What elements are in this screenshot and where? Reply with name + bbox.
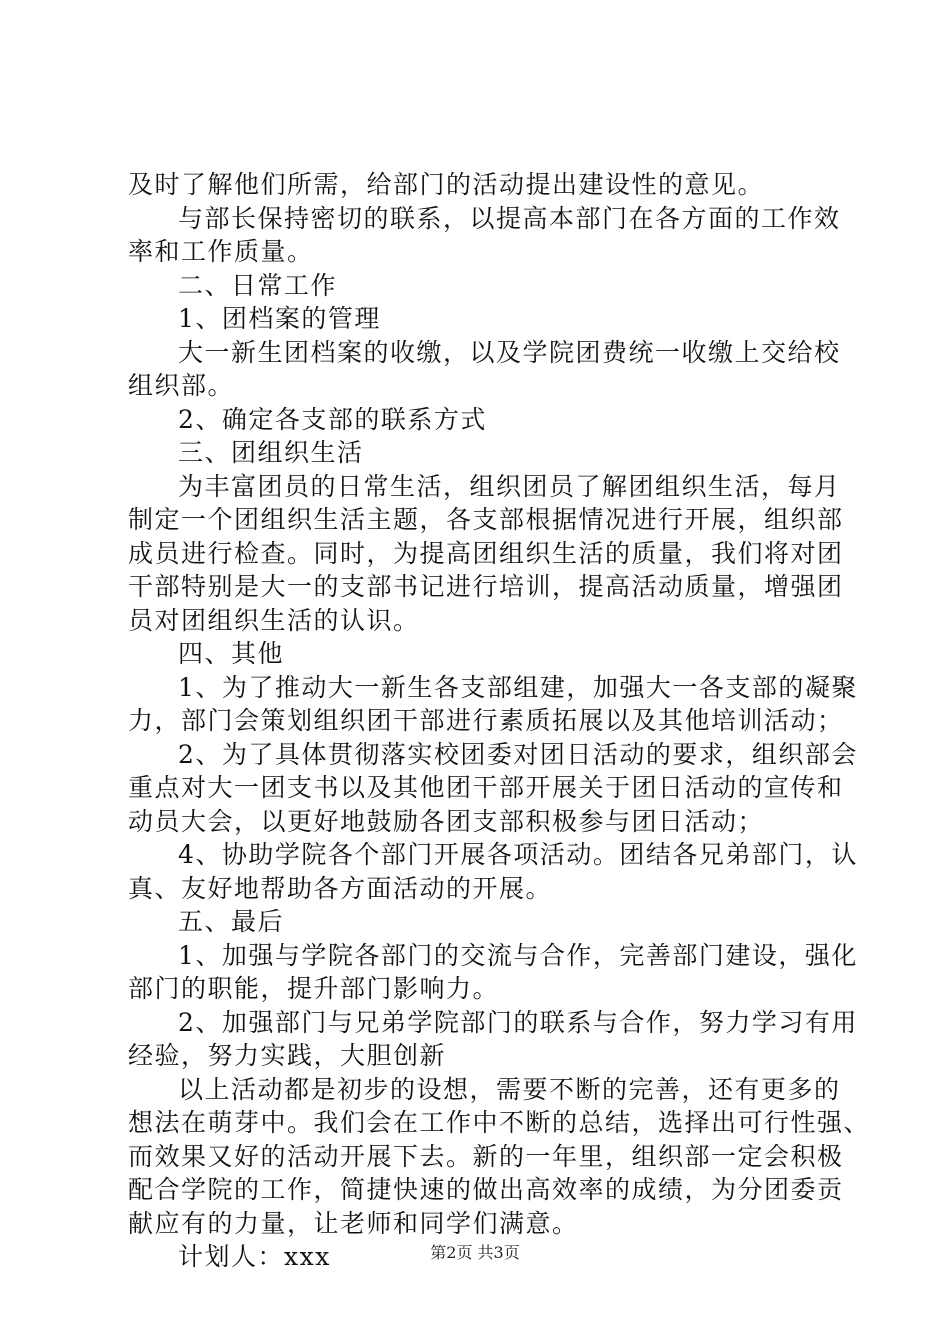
text-line: 动员大会，以更好地鼓励各团支部积极参与团日活动； xyxy=(128,806,765,836)
text-line: 1、为了推动大一新生各支部组建，加强大一各支部的凝聚 xyxy=(178,672,858,702)
text-line: 员对团组织生活的认识。 xyxy=(128,605,420,635)
text-line: 与部长保持密切的联系，以提高本部门在各方面的工作效 xyxy=(178,203,841,233)
text-line: 四、其他 xyxy=(178,639,285,668)
page-number-footer: 第2页 共3页 xyxy=(430,1243,520,1262)
text-line: 2、为了具体贯彻落实校团委对团日活动的要求，组织部会 xyxy=(178,739,858,769)
text-line: 以上活动都是初步的设想，需要不断的完善，还有更多的 xyxy=(178,1074,841,1104)
text-line: 经验，努力实践，大胆创新 xyxy=(128,1041,447,1070)
text-line: 4、协助学院各个部门开展各项活动。团结各兄弟部门，认 xyxy=(178,840,858,869)
text-line: 二、日常工作 xyxy=(178,270,338,300)
text-line: 2、确定各支部的联系方式 xyxy=(178,404,487,434)
document-body xyxy=(128,168,871,1274)
text-line: 制定一个团组织生活主题，各支部根据情况进行开展，组织部 xyxy=(128,505,844,534)
text-line: 重点对大一团支书以及其他团干部开展关于团日活动的宣传和 xyxy=(128,773,844,802)
text-line: 2、加强部门与兄弟学院部门的联系与合作，努力学习有用 xyxy=(178,1007,858,1037)
text-line: 五、最后 xyxy=(178,907,285,936)
text-line: 配合学院的工作，简捷快速的做出高效率的成绩，为分团委贡 xyxy=(128,1175,844,1204)
text-line: 及时了解他们所需，给部门的活动提出建设性的意见。 xyxy=(128,170,765,199)
text-line: 想法在萌芽中。我们会在工作中不断的总结，选择出可行性强、 xyxy=(128,1108,871,1137)
text-line: 而效果又好的活动开展下去。新的一年里，组织部一定会积极 xyxy=(128,1141,844,1171)
text-line: 三、团组织生活 xyxy=(178,438,364,467)
text-line: 献应有的力量，让老师和同学们满意。 xyxy=(128,1208,579,1238)
text-line: 为丰富团员的日常生活，组织团员了解团组织生活，每月 xyxy=(178,471,841,501)
text-line: 干部特别是大一的支部书记进行培训，提高活动质量，增强团 xyxy=(128,572,844,601)
text-line: 大一新生团档案的收缴，以及学院团费统一收缴上交给校 xyxy=(178,337,841,367)
text-line: 1、团档案的管理 xyxy=(178,304,381,333)
text-line: 真、友好地帮助各方面活动的开展。 xyxy=(128,873,553,903)
text-line: 成员进行检查。同时，为提高团组织生活的质量，我们将对团 xyxy=(128,538,844,568)
text-line: 组织部。 xyxy=(128,371,235,400)
text-line: 计划人：xxx xyxy=(178,1242,331,1271)
text-line: 1、加强与学院各部门的交流与合作，完善部门建设，强化 xyxy=(178,940,858,970)
text-line: 率和工作质量。 xyxy=(128,237,314,266)
text-line: 力，部门会策划组织团干部进行素质拓展以及其他培训活动； xyxy=(128,706,844,735)
text-line: 部门的职能，提升部门影响力。 xyxy=(128,974,500,1003)
